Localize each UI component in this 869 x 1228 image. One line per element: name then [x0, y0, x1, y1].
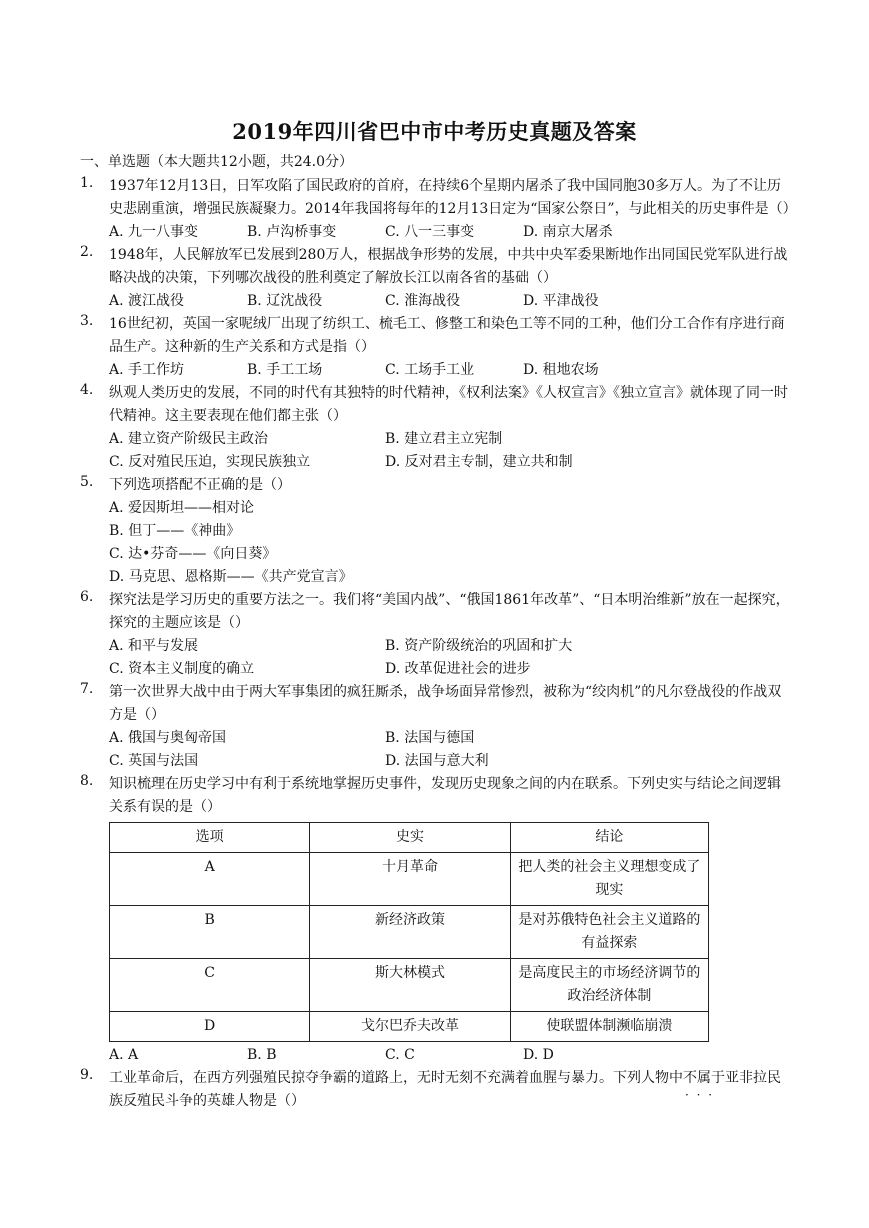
option-c: C. 八一三事变 — [385, 224, 475, 240]
table-cell: 新经济政策 — [310, 906, 510, 959]
option-d: D. 平津战役 — [523, 293, 599, 309]
question-9 — [80, 1067, 790, 1113]
table-cell: C — [110, 959, 310, 1012]
question-text: 第一次世界大战中由于两大军事集团的疯狂厮杀，战争场面异常惨烈，被称为“绞肉机”的凡尔登战役的作战双方是（） — [109, 684, 782, 723]
option-c: C. 工场手工业 — [385, 362, 475, 378]
option-c: C. 英国与法国 — [109, 753, 199, 769]
question-text-part: 亚非拉民族反殖民斗争的英雄人物是（） — [109, 1070, 781, 1109]
question-text: 知识梳理在历史学习中有利于系统地掌握历史事件，发现历史现象之间的内在联系。下列史实与结论之间逻辑关系有误的是（） — [109, 776, 781, 815]
table-cell: 使联盟体制濒临崩溃 — [510, 1012, 708, 1042]
section-heading: 一、单选题（本大题共12小题，共24.0分） — [80, 154, 353, 170]
table-row — [110, 1012, 709, 1042]
question-number: 5. — [80, 474, 94, 490]
option-d: D. 法国与意大利 — [385, 753, 489, 769]
question-6 — [80, 589, 790, 681]
table-cell: 是高度民主的市场经济调节的政治经济体制 — [510, 959, 708, 1012]
question-number: 6. — [80, 589, 94, 605]
options — [109, 727, 790, 773]
question-text: 16世纪初，英国一家呢绒厂出现了纺织工、梳毛工、修整工和染色工等不同的工种，他们分工合作有序进行商品生产。这种新的生产关系和方式是指（） — [109, 316, 785, 355]
question-number: 7. — [80, 681, 94, 697]
table-cell: 是对苏俄特色社会主义道路的有益探索 — [510, 906, 708, 959]
options — [109, 428, 790, 474]
option-a: A. 手工作坊 — [109, 362, 185, 378]
option-a: A. 俄国与奥匈帝国 — [109, 730, 227, 746]
question-number: 3. — [80, 313, 94, 329]
question-3 — [80, 313, 790, 382]
question-text: 探究法是学习历史的重要方法之一。我们将“美国内战”、“俄国1861年改革”、“日本明治维新”放在一起探究，探究的主题应该是（） — [109, 592, 790, 631]
question-number: 8. — [80, 773, 94, 789]
option-d: D. 反对君主专制，建立共和制 — [385, 454, 573, 470]
question-list — [80, 175, 797, 1113]
table-header: 史实 — [310, 823, 510, 853]
options — [109, 497, 790, 589]
option-d: D. 马克思、恩格斯——《共产党宣言》 — [109, 569, 353, 585]
option-d: D. 改革促进社会的进步 — [385, 661, 531, 677]
option-b: B. 法国与德国 — [385, 730, 475, 746]
question-text: 1937年12月13日，日军攻陷了国民政府的首府，在持续6个星期内屠杀了我中国同胞30多万人。为了不让历史悲剧重演，增强民族凝聚力。2014年我国将每年的12月13日定为“国家公祭日”，与此相关的历史事件是（） — [109, 178, 797, 217]
option-a: A. 爱因斯坦——相对论 — [109, 500, 255, 516]
table-header-row — [110, 823, 709, 853]
question-5 — [80, 474, 790, 589]
option-c: C. 达•芬奇——《向日葵》 — [109, 546, 277, 562]
question-1 — [80, 175, 797, 244]
question-text-part: 工业革命后，在西方列强殖民掠夺争霸的道路上，无时无刻不充满着血腥与暴力。下列人物中 — [109, 1070, 683, 1086]
table-row — [110, 906, 709, 959]
question-number: 4. — [80, 382, 94, 398]
emphasis-mark-text: 不属于 · · · — [683, 1070, 725, 1086]
history-table — [109, 822, 709, 1042]
question-text: 下列选项搭配不正确的是（） — [109, 477, 291, 493]
option-a: A. A — [109, 1047, 139, 1063]
option-c: C. 淮海战役 — [385, 293, 461, 309]
option-b: B. 手工工场 — [247, 362, 323, 378]
options — [109, 1044, 790, 1067]
option-b: B. 建立君主立宪制 — [385, 431, 503, 447]
table-cell: A — [110, 853, 310, 906]
table-cell: 把人类的社会主义理想变成了现实 — [510, 853, 708, 906]
option-a: A. 建立资产阶级民主政治 — [109, 431, 269, 447]
option-b: B. 辽沈战役 — [247, 293, 323, 309]
table-cell: 十月革命 — [310, 853, 510, 906]
table-cell: B — [110, 906, 310, 959]
option-c: C. 反对殖民压迫，实现民族独立 — [109, 454, 311, 470]
question-number: 9. — [80, 1067, 94, 1083]
question-text: 1948年，人民解放军已发展到280万人，根据战争形势的发展，中共中央军委果断地作出同国民党军队进行战略决战的决策，下列哪次战役的胜利奠定了解放长江以南各省的基础（） — [109, 247, 788, 286]
table-row — [110, 959, 709, 1012]
options — [109, 290, 790, 313]
question-8 — [80, 773, 790, 1067]
question-text — [109, 1067, 790, 1113]
option-c: C. C — [385, 1047, 415, 1063]
table-cell: D — [110, 1012, 310, 1042]
option-d: D. 南京大屠杀 — [523, 224, 613, 240]
table-cell: 斯大林模式 — [310, 959, 510, 1012]
options — [109, 635, 790, 681]
page-title: 2019年四川省巴中市中考历史真题及答案 — [232, 119, 637, 144]
option-b: B. 卢沟桥事变 — [247, 224, 337, 240]
question-4 — [80, 382, 790, 474]
option-d: D. D — [523, 1047, 554, 1063]
option-a: A. 渡江战役 — [109, 293, 185, 309]
question-number: 2. — [80, 244, 94, 260]
question-text: 纵观人类历史的发展，不同的时代有其独特的时代精神，《权利法案》《人权宣言》《独立宣言》就体现了同一时代精神。这主要表现在他们都主张（） — [109, 385, 788, 424]
option-b: B. 资产阶级统治的巩固和扩大 — [385, 638, 573, 654]
table-header: 选项 — [110, 823, 310, 853]
option-a: A. 和平与发展 — [109, 638, 199, 654]
options — [109, 221, 790, 244]
option-b: B. 但丁——《神曲》 — [109, 523, 241, 539]
options — [109, 359, 790, 382]
question-number: 1. — [80, 175, 94, 191]
option-b: B. B — [247, 1047, 277, 1063]
table-row — [110, 853, 709, 906]
option-d: D. 租地农场 — [523, 362, 599, 378]
table-cell: 戈尔巴乔夫改革 — [310, 1012, 510, 1042]
table-header: 结论 — [510, 823, 708, 853]
question-2 — [80, 244, 790, 313]
option-a: A. 九一八事变 — [109, 224, 199, 240]
question-7 — [80, 681, 790, 773]
option-c: C. 资本主义制度的确立 — [109, 661, 255, 677]
